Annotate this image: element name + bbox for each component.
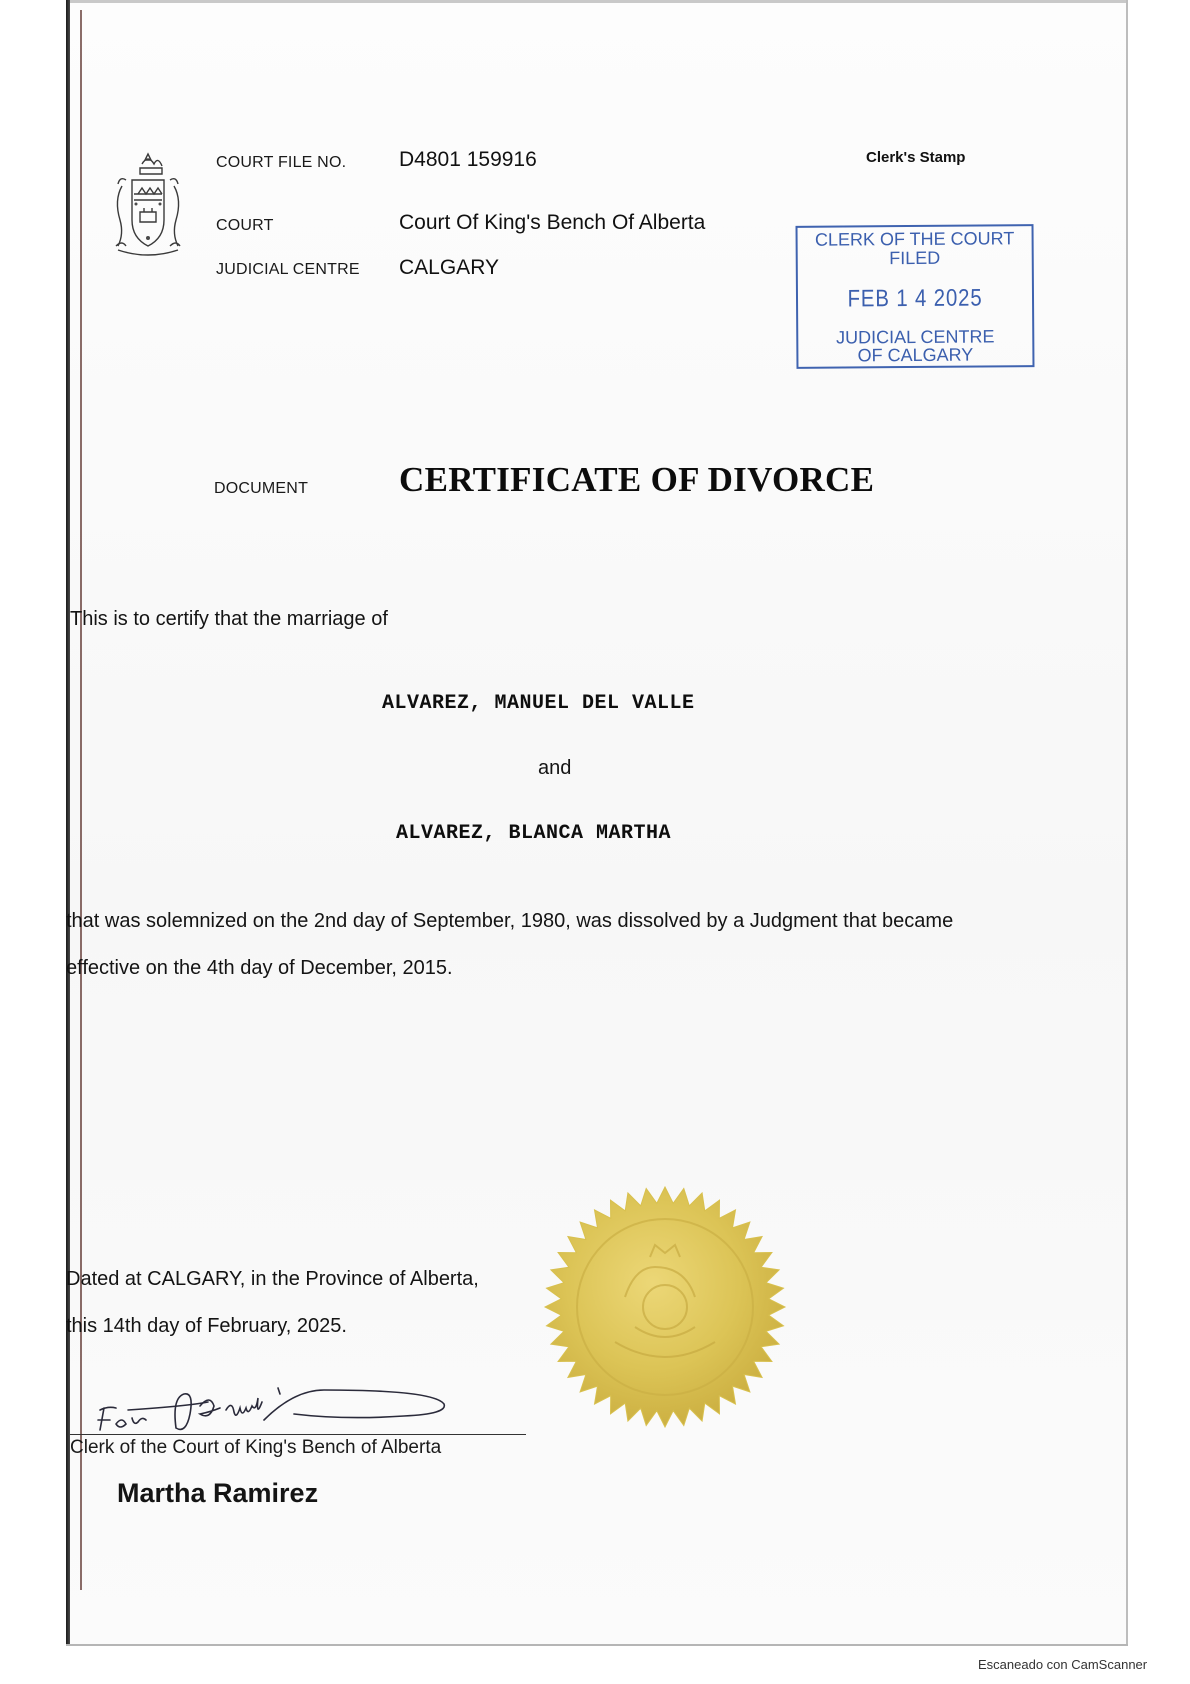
gold-seal-icon	[540, 1182, 790, 1432]
clerk-name: Martha Ramirez	[117, 1478, 319, 1508]
statement-line-1: that was solemnized on the 2nd day of September, 1980, was dissolved by a Judgment that became	[66, 910, 954, 932]
coat-of-arms-icon	[108, 150, 188, 270]
page-top-edge	[66, 0, 1128, 3]
clerk-title: Clerk of the Court of King's Bench of Alberta	[70, 1437, 442, 1458]
certificate-intro: This is to certify that the marriage of	[70, 608, 388, 630]
signature-line	[70, 1434, 526, 1435]
stamp-date: FEB 1 4 2025	[847, 284, 983, 313]
document-title: CERTIFICATE OF DIVORCE	[399, 460, 875, 499]
stamp-line-judicial-centre: JUDICIAL CENTRE	[836, 326, 995, 348]
court-label: COURT	[216, 217, 274, 234]
dated-line-1: Dated at CALGARY, in the Province of Alberta,	[66, 1268, 479, 1290]
page-left-edge	[66, 0, 70, 1646]
stamp-line-filed: FILED	[889, 247, 941, 269]
clerks-stamp-label: Clerk's Stamp	[866, 149, 966, 166]
court-value: Court Of King's Bench Of Alberta	[399, 211, 706, 234]
stamp-line-clerk-of-the-court: CLERK OF THE COURT	[814, 228, 1015, 250]
page-bottom-edge	[66, 1644, 1128, 1646]
page-right-edge	[1126, 0, 1128, 1646]
scan-streak	[80, 10, 82, 1590]
statement-line-2: effective on the 4th day of December, 2015.	[66, 957, 453, 979]
stamp-line-of-calgary: OF CALGARY	[857, 344, 974, 366]
party-2-name: ALVAREZ, BLANCA MARTHA	[396, 822, 672, 845]
conjunction-and: and	[538, 757, 572, 779]
court-file-no-label: COURT FILE NO.	[216, 154, 347, 171]
court-file-no-value: D4801 159916	[399, 148, 537, 171]
camscanner-watermark: Escaneado con CamScanner	[978, 1657, 1148, 1672]
party-1-name: ALVAREZ, MANUEL DEL VALLE	[382, 692, 695, 715]
judicial-centre-label: JUDICIAL CENTRE	[216, 261, 360, 278]
clerk-filed-stamp	[796, 224, 1035, 369]
dated-line-2: this 14th day of February, 2025.	[66, 1315, 347, 1337]
document-label: DOCUMENT	[214, 480, 309, 497]
judicial-centre-value: CALGARY	[399, 256, 499, 279]
